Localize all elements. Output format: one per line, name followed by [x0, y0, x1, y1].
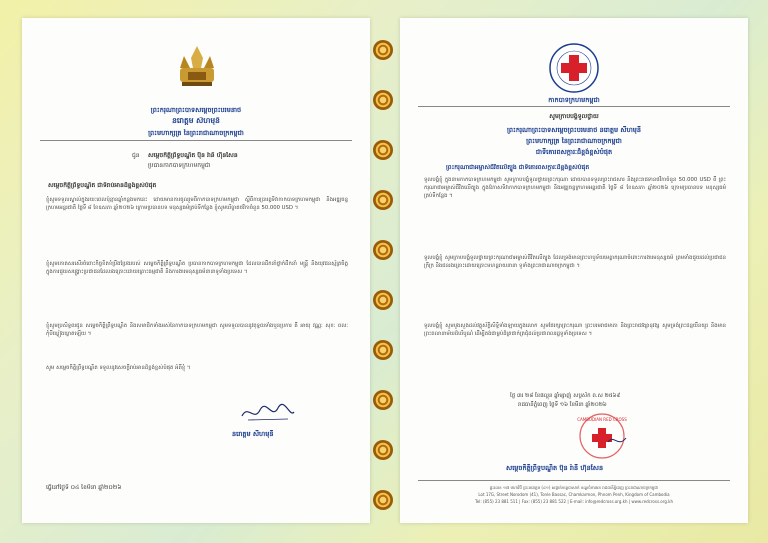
solar-date: រាជធានីភ្នំពេញ ថ្ងៃទី ១៦ ខែមីនា ឆ្នាំ២០២៦: [518, 402, 607, 408]
letter-paragraph-3: ខ្ញុំសូមប្រសិទ្ធពរជូន សម្ដេចកិត្តិព្រឹទ្ធបណ្ឌិត និងសមាជិកទាំងអស់នៃកាកបាទក្រហមកម្ពុជា សូមទទួលបាននូវពុទ្ធពរទាំងបួនប្រការ គឺ អាយុ វណ្ណៈ សុខៈ ពលៈ កុំបីឃ្លៀងឃ្លាតឡើយ ។: [46, 323, 348, 338]
addressee-title: ប្រធានកាកបាទក្រហមកម្ពុជា: [148, 162, 211, 169]
red-cross-logo-icon: [548, 42, 600, 94]
org-name: កាកបាទក្រហមកម្ពុជា: [548, 96, 600, 104]
rc-paragraph-2: ទូលបង្គំខ្ញុំ សូមក្រាបបង្គំទូលថ្វាយព្រះករុណាជាអម្ចាស់ជីវិតលើត្បូង ដែលទ្រង់មានព្រះហឫទ័យមេត្តាករុណាចំពោះការងារមនុស្សធម៌ ព្រមទាំងជួយដល់ប្រជាជនក្រីក្រ និងជនរងគ្រោះដោយគ្រោះមហន្តរាយនានា ទូទាំងព្រះរាជាណាចក្រកម្ពុជា ។: [424, 255, 726, 270]
footer-contact: Tel: (855) 23 881 511 | Fax: (855) 23 881 522 | E-mail: info@redcross.org.kh | www.redcross.org.kh: [474, 499, 673, 504]
royal-signature-name: នរោត្តម សីហមុនី: [232, 430, 274, 438]
rc-paragraph-3: ទូលបង្គំខ្ញុំ សូមបួងសួងដល់វត្ថុស័ក្ដិសិទ្ធិទាំងឡាយក្នុងលោក សូមថែរក្សាព្រះករុណា ព្រះបរមរាជមាតា និងព្រះរាជវង្សានុវង្ស សូមទ្រង់ព្រះជន្មយឺនយូរ និងមានព្រះពលានាម័យដ៏បរិបូណ៌ ដើម្បីគង់ជាម្លប់ដ៏ត្រជាក់ត្រជុំដល់ប្រជាពលរដ្ឋទូទាំងប្រទេស ។: [424, 323, 726, 338]
header-divider: [40, 140, 352, 141]
spine-rosette-icon: [373, 90, 393, 110]
spine-rosette-icon: [373, 440, 393, 460]
spine-rosette-icon: [373, 340, 393, 360]
letter-salutation: ព្រះករុណាជាអម្ចាស់ជីវិតលើត្បូង ជាទីគោរពសក្ការៈដ៏ខ្ពង់ខ្ពស់បំផុត: [446, 164, 590, 171]
rc-header-line2: ព្រះមហាក្សត្រ នៃព្រះរាជាណាចក្រកម្ពុជា: [526, 137, 622, 145]
letter-subject: សម្ដេចកិត្តិព្រឹទ្ធបណ្ឌិត ជាទីរាប់អានដ៏ខ្ពង់ខ្ពស់បំផុត: [48, 182, 157, 189]
spine-rosette-icon: [373, 40, 393, 60]
royal-letter-page: [22, 18, 370, 523]
footer-divider: [418, 480, 730, 481]
spine-rosette-icon: [373, 190, 393, 210]
rc-header-line1: ព្រះករុណាព្រះបាទសម្ដេចព្រះបរមនាថ នរោត្តម សីហមុនី: [506, 126, 642, 134]
royal-crest-icon: [174, 42, 220, 90]
org-divider: [418, 106, 730, 107]
letter-paragraph-1: ខ្ញុំសូមទទួលស្គាល់ក្នុងរយៈពេលប៉ុន្មានឆ្នាំកន្លងមកនេះ ដោយមានការចូលរួមពីកាកបាទក្រហមកម្ពុជា ស្ដីពីការប្រារព្ធទិវាកាកបាទក្រហមកម្ពុជា និងអឌ្ឍចន្ទក្រហមអន្ដរជាតិ ថ្ងៃទី ៨ ខែឧសភា ឆ្នាំ២០២៦ ក្រោមប្រធានបទ មនុស្សធម៌គ្រប់ទីកន្លែង ខ្ញុំសូមបរិច្ចាគថវិកាចំនួន 50.000 USD ។: [46, 197, 348, 212]
addressee-name: សម្ដេចកិត្តិព្រឹទ្ធបណ្ឌិត ប៊ុន រ៉ានី ហ៊ុនសែន: [148, 152, 238, 159]
royal-signature-icon: [238, 402, 298, 424]
seal-lettering: CAMBODIAN RED CROSS: [577, 417, 627, 422]
royal-header-line3: ព្រះមហាក្សត្រ នៃព្រះរាជាណាចក្រកម្ពុជា: [148, 129, 244, 137]
spine-rosette-icon: [373, 290, 393, 310]
rc-signature-name: សម្ដេចកិត្តិព្រឹទ្ធបណ្ឌិត ប៊ុន រ៉ានី ហ៊ុនសែន: [506, 464, 604, 472]
red-cross-letter-page: [400, 18, 748, 523]
footer-address-en: Lot 17G, Street Norodom (41), Tonle Bassac, Chamkarmon, Phnom Penh, Kingdom of Cambodia: [478, 492, 670, 497]
letter-date: ធ្វើនៅថ្ងៃទី ០៤ ខែមីនា ឆ្នាំ២០២៦: [46, 484, 122, 491]
royal-header-line1: ព្រះករុណាព្រះបាទសម្ដេចព្រះបរមនាថ: [150, 106, 242, 114]
spine-rosette-icon: [373, 140, 393, 160]
royal-header-name: នរោត្តម សីហមុនី: [172, 117, 220, 125]
letter-subheader: សូមក្រាបបង្គំទូលថ្វាយ: [549, 113, 599, 120]
red-cross-seal-icon: [572, 412, 632, 460]
spine-rosette-icon: [373, 490, 393, 510]
footer-address-kh: ផ្ទះលេខ ១៧ មហាវិថី ព្រះនរោត្តម (៤១) សង្កាត់ទន្លេបាសាក់ ខណ្ឌចំការមន រាជធានីភ្នំពេញ ព្រះរាជាណាចក្រកម្ពុជា: [489, 485, 659, 490]
rc-header-line3: ជាទីគោរពសក្ការៈដ៏ខ្ពង់ខ្ពស់បំផុត: [535, 148, 613, 156]
spine-rosette-icon: [373, 240, 393, 260]
rc-paragraph-1: ទូលបង្គំខ្ញុំ ក្នុងនាមកាកបាទក្រហមកម្ពុជា សូមក្រាបបង្គំទូលថ្វាយព្រះករុណា ដោយបានទទួលព្រះរាជសារ និងព្រះរាជទានថវិកាចំនួន 50.000 USD ពី ព្រះករុណាជាអម្ចាស់ជីវិតលើត្បូង ក្នុងឱកាសទិវាកាកបាទក្រហមកម្ពុជា និងអឌ្ឍចន្ទក្រហមអន្ដរជាតិ ថ្ងៃទី ៨ ខែឧសភា ឆ្នាំ២០២៦ ក្រោមប្រធានបទ មនុស្សធម៌គ្រប់ទីកន្លែង ។: [424, 177, 726, 200]
lunar-date: ថ្ងៃ ៣រ ២៨ ខែផល្គុន ឆ្នាំម្សាញ់ សប្តស័ក ព.ស ២៥៦៩: [510, 393, 621, 399]
letter-closing: សូម សម្ដេចកិត្តិព្រឹទ្ធបណ្ឌិត ទទួលនូវសេចក្ដីរាប់អានដ៏ខ្ពង់ខ្ពស់បំផុត អំពីខ្ញុំ ។: [46, 365, 191, 371]
spine-rosette-icon: [373, 390, 393, 410]
letter-paragraph-2: ខ្ញុំសូមកោតសរសើរចំពោះកិច្ចខិតខំប្រឹងប្រែងរបស់ សម្ដេចកិត្តិព្រឹទ្ធបណ្ឌិត ប្រធានកាកបាទក្រហមកម្ពុជា ដែលបានដឹកនាំថ្នាក់ដឹកនាំ មន្ត្រី និងយុវជនស្ម័គ្រចិត្ត ក្នុងការជួយសង្គ្រោះប្រជាជនដែលរងគ្រោះដោយគ្រោះធម្មជាតិ និងការងារមនុស្សធម៌នានាទូទាំងប្រទេស ។: [46, 261, 348, 276]
addressee-prefix: ជូន: [132, 152, 140, 159]
